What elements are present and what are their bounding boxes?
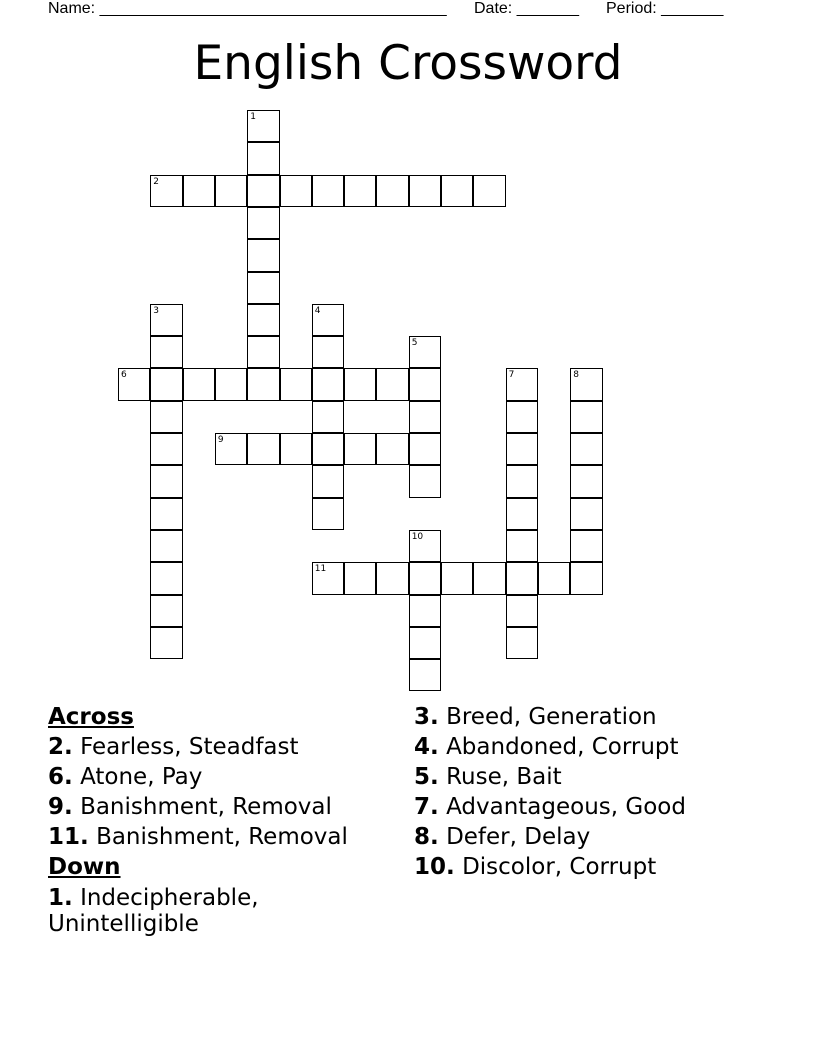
clue-down-1	[48, 885, 398, 937]
clue-text: Atone, Pay	[80, 764, 203, 790]
clue-text: Banishment, Removal	[80, 794, 332, 820]
grid-cell[interactable]	[506, 530, 538, 562]
grid-cell[interactable]	[247, 272, 279, 304]
clue-across-9	[48, 792, 398, 822]
clue-number: 11.	[48, 824, 89, 850]
grid-cell[interactable]	[247, 239, 279, 271]
grid-cell[interactable]	[570, 465, 602, 497]
grid-cell[interactable]	[344, 433, 376, 465]
cell-number: 9	[217, 435, 224, 445]
clue-number: 4.	[414, 734, 439, 760]
clue-number: 3.	[414, 704, 439, 730]
grid-cell[interactable]	[570, 562, 602, 594]
clue-down-4	[414, 732, 794, 762]
clue-down-7	[414, 792, 794, 822]
grid-cell[interactable]	[247, 336, 279, 368]
grid-cell[interactable]	[312, 304, 344, 336]
clue-text: Advantageous, Good	[446, 794, 686, 820]
grid-cell[interactable]	[312, 401, 344, 433]
grid-cell[interactable]	[506, 627, 538, 659]
grid-cell[interactable]	[376, 562, 408, 594]
grid-cell[interactable]	[570, 498, 602, 530]
grid-cell[interactable]	[150, 433, 182, 465]
grid-cell[interactable]	[280, 175, 312, 207]
grid-cell[interactable]	[344, 368, 376, 400]
grid-cell[interactable]	[312, 562, 344, 594]
grid-cell[interactable]	[150, 530, 182, 562]
cell-number: 5	[411, 338, 418, 349]
grid-cell[interactable]	[215, 433, 247, 465]
clue-number: 10.	[414, 854, 455, 880]
grid-cell[interactable]	[150, 401, 182, 433]
clue-down-5	[414, 762, 794, 792]
grid-cell[interactable]	[247, 433, 279, 465]
grid-cell[interactable]	[280, 368, 312, 400]
period-blank: _______	[661, 0, 724, 17]
cell-number: 6	[121, 370, 127, 381]
grid-cell[interactable]	[118, 368, 150, 400]
clue-down-8	[414, 822, 794, 852]
clue-across-2	[48, 732, 398, 762]
grid-cell[interactable]	[247, 175, 279, 207]
clue-down-10	[414, 852, 794, 882]
grid-cell[interactable]	[409, 530, 441, 562]
grid-cell[interactable]	[506, 595, 538, 627]
period-label: Period:	[606, 0, 657, 17]
clues-right-column	[414, 702, 794, 882]
grid-cell[interactable]	[312, 368, 344, 400]
cell-number: 7	[508, 370, 515, 381]
name-blank: _______________________________________	[99, 0, 447, 17]
grid-cell[interactable]	[183, 175, 215, 207]
grid-cell[interactable]	[150, 368, 182, 400]
clues-left-column	[48, 702, 398, 937]
grid-cell[interactable]	[247, 110, 279, 142]
grid-cell[interactable]	[150, 336, 182, 368]
clue-text: Breed, Generation	[446, 704, 657, 730]
grid-cell[interactable]	[409, 368, 441, 400]
clue-text: Discolor, Corrupt	[462, 854, 657, 880]
grid-cell[interactable]	[409, 401, 441, 433]
grid-cell[interactable]	[570, 530, 602, 562]
grid-cell[interactable]	[409, 627, 441, 659]
clue-number: 8.	[414, 824, 439, 850]
grid-cell[interactable]	[506, 401, 538, 433]
grid-cell[interactable]	[215, 368, 247, 400]
cell-number: 3	[153, 305, 160, 316]
clue-text: Fearless, Steadfast	[80, 734, 299, 760]
clue-number: 7.	[414, 794, 439, 820]
grid-cell[interactable]	[215, 175, 247, 207]
grid-cell[interactable]	[409, 465, 441, 497]
grid-cell[interactable]	[312, 336, 344, 368]
grid-cell[interactable]	[344, 175, 376, 207]
grid-cell[interactable]	[409, 659, 441, 691]
clue-down-3	[414, 702, 794, 732]
grid-cell[interactable]	[150, 465, 182, 497]
date-label: Date:	[474, 0, 513, 17]
grid-cell[interactable]	[312, 433, 344, 465]
grid-cell[interactable]	[247, 368, 279, 400]
cell-number: 11	[314, 564, 327, 575]
clue-number: 2.	[48, 734, 73, 760]
grid-cell[interactable]	[150, 562, 182, 594]
grid-cell[interactable]	[506, 433, 538, 465]
grid-cell[interactable]	[409, 336, 441, 368]
grid-cell[interactable]	[150, 498, 182, 530]
grid-cell[interactable]	[570, 401, 602, 433]
clue-across-6	[48, 762, 398, 792]
grid-cell[interactable]	[441, 175, 473, 207]
grid-cell[interactable]	[409, 562, 441, 594]
grid-cell[interactable]	[506, 465, 538, 497]
cell-number: 1	[250, 112, 256, 122]
clue-number: 6.	[48, 764, 73, 790]
down-heading: Down	[48, 854, 121, 880]
clue-across-11	[48, 822, 398, 852]
grid-cell[interactable]	[247, 207, 279, 239]
clue-number: 1.	[48, 885, 73, 911]
grid-cell[interactable]	[570, 433, 602, 465]
grid-cell[interactable]	[473, 562, 505, 594]
grid-cell[interactable]	[280, 433, 312, 465]
grid-cell[interactable]	[150, 304, 182, 336]
cell-number: 4	[314, 305, 321, 316]
grid-cell[interactable]	[473, 175, 505, 207]
grid-cell[interactable]	[247, 304, 279, 336]
grid-cell[interactable]	[247, 142, 279, 174]
page-title: English Crossword	[193, 36, 623, 91]
clue-number: 9.	[48, 794, 73, 820]
date-blank: _______	[516, 0, 579, 17]
grid-cell[interactable]	[150, 175, 182, 207]
grid-cell[interactable]	[150, 595, 182, 627]
cell-number: 10	[411, 531, 424, 542]
grid-cell[interactable]	[409, 175, 441, 207]
across-heading: Across	[48, 704, 134, 730]
grid-cell[interactable]	[312, 465, 344, 497]
clue-text: Banishment, Removal	[96, 824, 348, 850]
name-label: Name:	[48, 0, 96, 17]
grid-cell[interactable]	[570, 368, 602, 400]
clue-text: Defer, Delay	[446, 824, 591, 850]
grid-cell[interactable]	[441, 562, 473, 594]
grid-cell[interactable]	[344, 562, 376, 594]
clue-text: Indecipherable, Unintelligible	[48, 885, 259, 937]
clue-text: Abandoned, Corrupt	[446, 734, 679, 760]
grid-cell[interactable]	[376, 175, 408, 207]
cell-number: 2	[153, 176, 160, 187]
grid-cell[interactable]	[312, 175, 344, 207]
grid-cell[interactable]	[150, 627, 182, 659]
grid-cell[interactable]	[376, 368, 408, 400]
grid-cell[interactable]	[376, 433, 408, 465]
clue-text: Ruse, Bait	[446, 764, 562, 790]
grid-cell[interactable]	[506, 562, 538, 594]
grid-cell[interactable]	[409, 595, 441, 627]
grid-cell[interactable]	[183, 368, 215, 400]
cell-number: 8	[573, 370, 579, 381]
grid-cell[interactable]	[506, 368, 538, 400]
grid-cell[interactable]	[538, 562, 570, 594]
grid-cell[interactable]	[312, 498, 344, 530]
grid-cell[interactable]	[506, 498, 538, 530]
grid-cell[interactable]	[409, 433, 441, 465]
clue-number: 5.	[414, 764, 439, 790]
